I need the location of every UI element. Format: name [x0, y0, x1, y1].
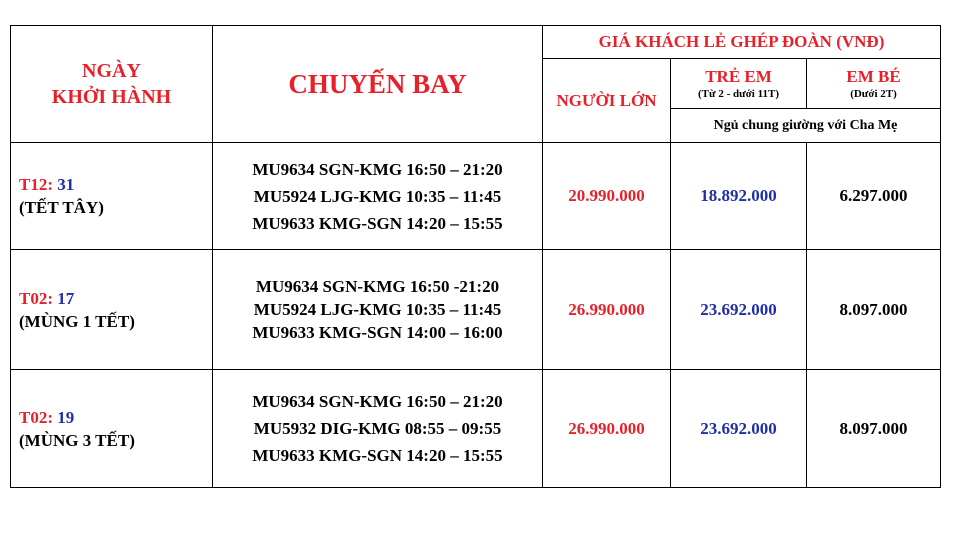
flight-header: CHUYẾN BAY — [213, 26, 543, 143]
infant-header-label: EM BÉ — [846, 66, 901, 86]
flight-line: MU9633 KMG-SGN 14:20 – 15:55 — [252, 213, 503, 233]
flight-cell — [213, 370, 543, 488]
flight-line: MU9633 KMG-SGN 14:00 – 16:00 — [252, 323, 503, 342]
date-day: 31 — [57, 175, 75, 194]
flight-line: MU9634 SGN-KMG 16:50 -21:20 — [255, 277, 500, 296]
child-header-label: TRẺ EM — [705, 66, 772, 86]
date-month: T12: — [19, 175, 53, 194]
departure-date-header-line1: NGÀY — [82, 60, 141, 82]
child-price: 18.892.000 — [671, 143, 807, 250]
flight-line: MU5924 LJG-KMG 10:35 – 11:45 — [253, 300, 502, 319]
infant-header — [807, 59, 941, 109]
price-group-header: GIÁ KHÁCH LẺ GHÉP ĐOÀN (VNĐ) — [543, 26, 941, 59]
flight-line: MU9634 SGN-KMG 16:50 – 21:20 — [252, 159, 503, 179]
adult-price: 26.990.000 — [543, 250, 671, 370]
departure-date-header-line2: KHỞI HÀNH — [51, 86, 172, 108]
infant-price: 8.097.000 — [807, 250, 941, 370]
table-row — [11, 370, 941, 488]
date-holiday: (MÙNG 3 TẾT) — [19, 430, 135, 450]
date-holiday: (MÙNG 1 TẾT) — [19, 311, 135, 331]
infant-header-note: (Dưới 2T) — [850, 87, 897, 100]
header-row-1 — [11, 26, 941, 59]
child-header — [671, 59, 807, 109]
date-day: 19 — [57, 407, 75, 427]
flight-line: MU5932 DIG-KMG 08:55 – 09:55 — [253, 419, 502, 438]
departure-date-cell — [11, 250, 213, 370]
infant-price: 8.097.000 — [807, 370, 941, 488]
table-row — [11, 250, 941, 370]
departure-date-header — [11, 26, 213, 143]
date-month: T02: — [19, 288, 53, 308]
flight-cell — [213, 250, 543, 370]
child-price: 23.692.000 — [671, 250, 807, 370]
fare-table — [10, 25, 941, 488]
child-price: 23.692.000 — [671, 370, 807, 488]
table-row — [11, 143, 941, 250]
flight-line: MU5924 LJG-KMG 10:35 – 11:45 — [253, 186, 502, 206]
adult-price: 20.990.000 — [543, 143, 671, 250]
date-holiday: (TẾT TÂY) — [19, 198, 104, 217]
shared-bed-header: Ngủ chung giường với Cha Mẹ — [671, 109, 941, 143]
departure-date-cell — [11, 370, 213, 488]
departure-date-cell — [11, 143, 213, 250]
adult-price: 26.990.000 — [543, 370, 671, 488]
flight-line: MU9634 SGN-KMG 16:50 – 21:20 — [252, 392, 503, 411]
infant-price: 6.297.000 — [807, 143, 941, 250]
flight-cell — [213, 143, 543, 250]
flight-line: MU9633 KMG-SGN 14:20 – 15:55 — [252, 446, 503, 465]
date-day: 17 — [57, 288, 75, 308]
adult-header: NGƯỜI LỚN — [543, 59, 671, 143]
child-header-note: (Từ 2 - dưới 11T) — [697, 87, 780, 100]
date-month: T02: — [19, 407, 53, 427]
